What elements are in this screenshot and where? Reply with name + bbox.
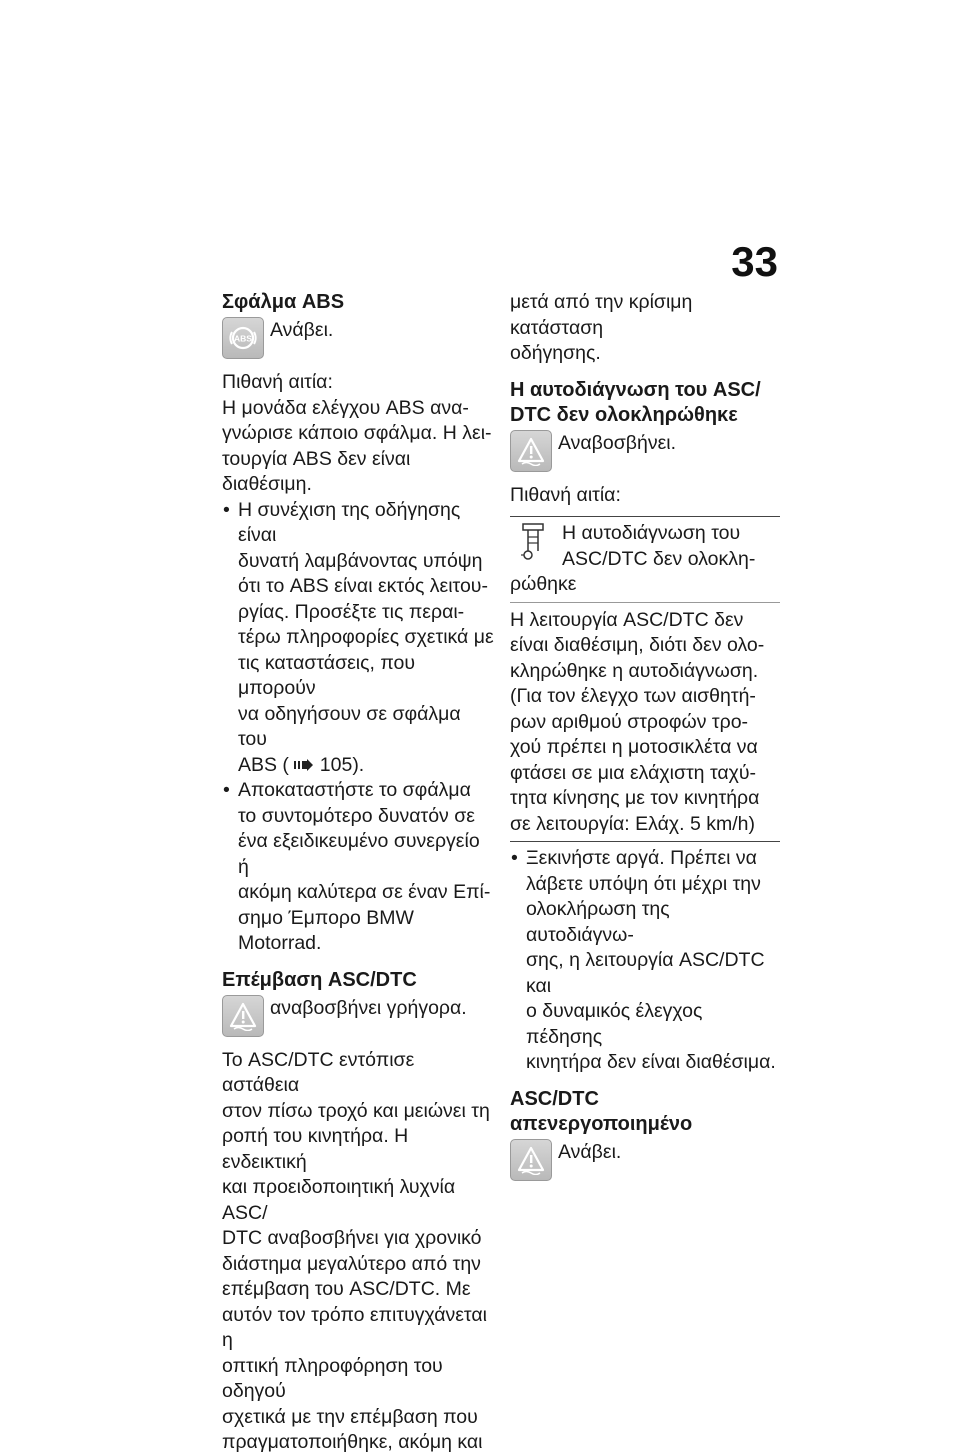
self-diagnosis-cause-label: Πιθανή αιτία: [510,483,621,506]
infobox-line: χού πρέπει η μοτοσικλέτα να [510,736,758,758]
paragraph-line: Το ASC/DTC εντόπισε αστάθεια [222,1048,415,1096]
infobox-line: σε λειτουργία: Ελάχ. 5 km/h) [510,812,755,835]
abs-fault-heading: Σφάλμα ABS [222,291,345,313]
asc-dtc-warning-icon [510,1139,552,1181]
asc-dtc-warning-icon [222,995,264,1037]
abs-cause-label: Πιθανή αιτία: [222,371,333,393]
infobox-line: κληρώθηκε η αυτοδιάγνωση. [510,659,759,682]
bullet-icon: • [223,779,230,801]
paragraph-line: μετά από την κρίσιμη κατάσταση [510,291,693,339]
infobox-title: Η αυτοδιάγνωση του ASC/DTC δεν ολοκλη- [562,522,756,570]
abs-cause-line: Η μονάδα ελέγχου ABS ανα- [222,396,469,419]
paragraph-line: ροπή του κινητήρα. Η ενδεικτική [222,1125,409,1173]
self-diagnosis-infobox [510,516,780,842]
abs-indicator-row [222,317,494,359]
abs-warning-icon [222,317,264,359]
abs-cause-line: τουργία ABS δεν είναι διαθέσιμη. [222,447,411,495]
page-reference-arrow-icon [294,753,314,779]
paragraph-line: στον πίσω τροχό και μειώνει τη [222,1099,490,1122]
bullet-icon: • [223,498,230,521]
abs-cause-line: γνώρισε κάποιο σφάλμα. Η λει- [222,422,492,444]
paragraph-line: επέμβαση του ASC/DTC. Με [222,1278,471,1300]
asc-disabled-heading: ASC/DTC απενεργοποιημένο [510,1087,693,1135]
self-diagnosis-indicator-text: Αναβοσβήνει. [558,431,677,454]
asc-dtc-warning-icon [510,430,552,472]
infobox-line: είναι διαθέσιμη, διότι δεν ολο- [510,634,765,656]
left-column [222,290,494,1456]
paragraph-line: DTC αναβοσβήνει για χρονικό [222,1227,482,1249]
bullet-icon: • [511,847,518,869]
infobox-title-continued: ρώθηκε [510,573,577,595]
infobox-line: ρων αριθμού στροφών τρο- [510,710,749,733]
infobox-header [510,521,780,578]
infobox-line: Η λειτουργία ASC/DTC δεν [510,608,744,631]
self-diagnosis-heading: Η αυτοδιάγνωση του ASC/ [510,378,761,401]
self-diagnosis-action-list [510,846,780,1076]
infobox-line: (Για τον έλεγχο των αισθητή- [510,685,756,707]
diagnostic-gauge-icon [520,521,554,566]
abs-indicator-text: Ανάβει. [270,319,334,341]
paragraph-line: οπτική πληροφόρηση του οδηγού [222,1354,443,1402]
paragraph-line: αυτόν τον τρόπο επιτυγχάνεται η [222,1303,487,1351]
paragraph-line: και προειδοποιητική λυχνία ASC/ [222,1176,456,1224]
asc-indicator-row [222,995,494,1037]
paragraph-line: πραγματοποιήθηκε, ακόμη και [222,1431,483,1453]
infobox-line: τητα κίνησης με τον κινητήρα [510,787,760,809]
infobox-divider [510,602,780,603]
svg-text:ABS: ABS [234,333,252,344]
asc-disabled-indicator-row [510,1139,780,1181]
asc-disabled-indicator-text: Ανάβει. [558,1140,622,1163]
paragraph-line: οδήγησης. [510,342,601,364]
infobox-line: φτάσει σε μια ελάχιστη ταχύ- [510,761,757,784]
list-item: • Η συνέχιση της οδήγησης είναι δυνατή λαμβάνοντας υπόψη ότι το ABS είναι εκτός λειτου- ργίας. Προσέξτε τις περαι- τέρω πληροφορίες σχετικά με τις καταστάσεις, που μπορούν να οδηγήσουν σε σφάλμα του ABS ( 105). [222,498,494,779]
page-reference-link[interactable]: 105). [319,753,365,776]
paragraph-line: σχετικά με την επέμβαση που [222,1405,478,1428]
right-column [510,290,780,1181]
asc-intervention-heading: Επέμβαση ASC/DTC [222,968,417,991]
list-item: • Ξεκινήστε αργά. Πρέπει να λάβετε υπόψη ότι μέχρι την ολοκλήρωση της αυτοδιάγνω- σης, η λειτουργία ASC/DTC και ο δυναμικός έλεγχος πέδησης κινητήρα δεν είναι διαθέσιμα. [511,847,776,1073]
abs-action-list [222,498,494,957]
list-item: • Αποκαταστήστε το σφάλμα το συντομότερο δυνατόν σε ένα εξειδικευμένο συνεργείο ή ακόμη καλύτερα σε έναν Επί- σημο Έμπορο BMW Motorrad. [223,779,491,954]
paragraph-line: διάστημα μεγαλύτερο από την [222,1252,481,1275]
self-diagnosis-heading: DTC δεν ολοκληρώθηκε [510,403,738,426]
asc-indicator-text: αναβοσβήνει γρήγορα. [270,996,467,1019]
self-diagnosis-indicator-row [510,430,780,472]
page-number: 33 [731,238,778,285]
